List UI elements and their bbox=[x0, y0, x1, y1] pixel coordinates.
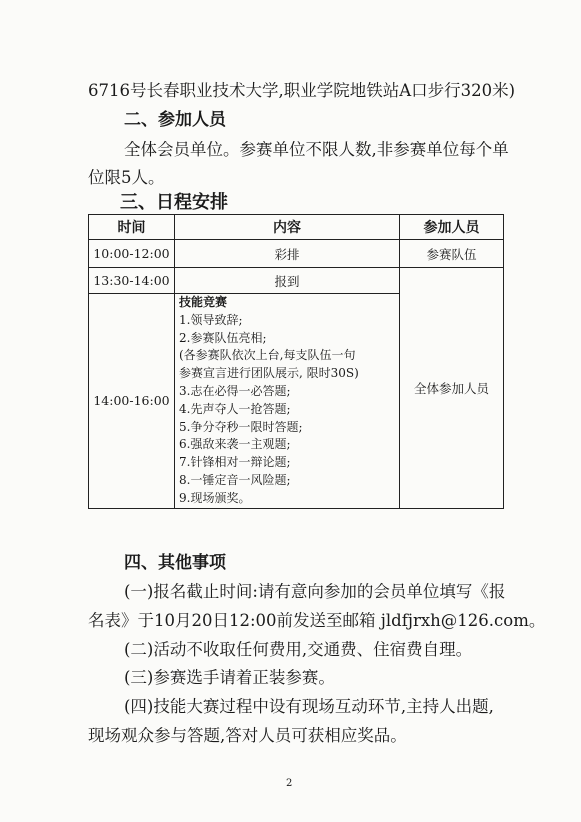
row3-content bbox=[175, 294, 400, 509]
item1-line1: (一)报名截止时间:请有意向参加的会员单位填写《报 bbox=[124, 582, 506, 601]
row2-content: 报到 bbox=[175, 268, 400, 294]
contest-title: 技能竞赛 bbox=[179, 295, 228, 309]
agenda-item: 1.领导致辞; bbox=[179, 312, 243, 327]
header-content: 内容 bbox=[175, 215, 400, 240]
row1-content: 彩排 bbox=[175, 240, 400, 268]
agenda-item: 9.现场颁奖。 bbox=[179, 490, 251, 505]
agenda-item: 7.针锋相对一辩论题; bbox=[179, 455, 291, 470]
agenda-item: 8.一锤定音一风险题; bbox=[179, 472, 291, 487]
row2-time: 13:30-14:00 bbox=[89, 268, 175, 294]
agenda-item: 4.先声夺人一抢答题; bbox=[179, 401, 291, 416]
row1-time: 10:00-12:00 bbox=[89, 240, 175, 268]
agenda-item: 2.参赛队伍亮相; bbox=[179, 330, 267, 345]
header-people: 参加人员 bbox=[400, 215, 504, 240]
section3-heading: 三、日程安排 bbox=[120, 192, 228, 213]
agenda-item: (各参赛队依次上台,每支队伍一句 bbox=[179, 348, 356, 363]
table-row bbox=[89, 268, 504, 294]
row1-people: 参赛队伍 bbox=[400, 240, 504, 268]
agenda-item: 参赛宣言进行团队展示, 限时30S) bbox=[179, 366, 359, 381]
schedule-table bbox=[88, 214, 504, 509]
intro-address-tail: 6716号长春职业技术大学,职业学院地铁站A口步行320米) bbox=[88, 81, 516, 100]
item4-line2: 现场观众参与答题,答对人员可获相应奖品。 bbox=[88, 726, 407, 745]
table-header-row bbox=[89, 215, 504, 240]
item1-line2: 名表》于10月20日12:00前发送至邮箱 jldfjrxh@126.com。 bbox=[88, 611, 546, 630]
section2-paragraph-line2: 位限5人。 bbox=[88, 168, 165, 187]
header-time: 时间 bbox=[89, 215, 175, 240]
agenda-item: 5.争分夺秒一限时答题; bbox=[179, 419, 303, 434]
agenda-item: 6.强敌来袭一主观题; bbox=[179, 437, 291, 452]
item4-line1: (四)技能大赛过程中设有现场互动环节,主持人出题, bbox=[124, 697, 494, 716]
section2-paragraph-line1: 全体会员单位。参赛单位不限人数,非参赛单位每个单 bbox=[124, 140, 509, 159]
agenda-item: 3.志在必得一必答题; bbox=[179, 383, 291, 398]
section4-heading: 四、其他事项 bbox=[124, 553, 226, 573]
item3-line: (三)参赛选手请着正装参赛。 bbox=[124, 668, 335, 687]
table-row bbox=[89, 240, 504, 268]
row3-time: 14:00-16:00 bbox=[89, 294, 175, 509]
item2-line: (二)活动不收取任何费用,交通费、住宿费自理。 bbox=[124, 640, 473, 659]
merged-people-cell: 全体参加人员 bbox=[400, 268, 504, 509]
section2-heading: 二、参加人员 bbox=[124, 110, 226, 130]
page-number: 2 bbox=[286, 778, 293, 789]
